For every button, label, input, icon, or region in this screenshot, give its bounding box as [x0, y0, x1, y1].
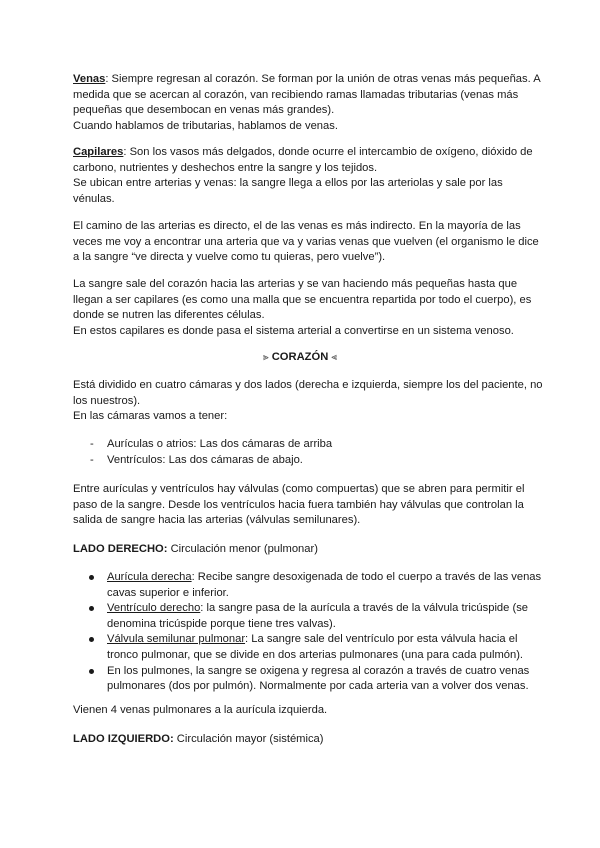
venas-section	[73, 72, 543, 134]
capilares-paragraph	[73, 145, 543, 176]
capilares-section	[73, 145, 543, 207]
capilares-term: Capilares	[73, 146, 124, 158]
list-item-text: : La sangre sale del ventrículo por esta válvula hacia el tronco pulmonar, que se divide en dos arterias pulmonares (una para cada pulmón).	[107, 633, 524, 661]
sangre-sale-section	[73, 277, 543, 339]
list-item-text: : Recibe sangre desoxigenada de todo el cuerpo a través de las venas cavas superior e inferior.	[107, 571, 542, 599]
left-arrow-icon: ⫷	[331, 352, 338, 363]
list-item-text: En los pulmones, la sangre se oxigena y regresa al corazón a través de cuatro venas pulmonares (dos por pulmón). Normalmente por cada arteria van a volver dos venas.	[107, 664, 530, 693]
list-item	[73, 632, 543, 663]
sangre-sale-line2: En estos capilares es donde pasa el sistema arterial a convertirse en un sistema venoso.	[73, 324, 514, 337]
bullet-icon	[89, 637, 94, 642]
lado-derecho-heading	[73, 542, 543, 558]
lado-izquierdo-heading	[73, 732, 543, 748]
list-item	[73, 570, 543, 601]
corazon-heading	[0, 350, 600, 366]
lado-derecho-desc: Circulación menor (pulmonar)	[167, 543, 318, 555]
list-item: - Ventrículos: Las dos cámaras de abajo.	[73, 453, 543, 469]
list-item-term: Válvula semilunar pulmonar	[107, 633, 246, 646]
list-item-text: : la sangre pasa de la aurícula a través de la válvula tricúspide (se denomina tricúspide porque tiene tres valvas).	[107, 602, 529, 630]
bullet-icon	[89, 606, 94, 611]
corazon-title: CORAZÓN	[271, 351, 329, 363]
camino-paragraph: El camino de las arterias es directo, el de las venas es más indirecto. En la mayoría de las veces me voy a encontrar una arteria que va y varias venas que vuelven (el organismo le dice a la sangre “ve directa y vuelve como tu quieras, pero vuelve”).	[73, 220, 539, 264]
venas-line2: Cuando hablamos de tributarias, hablamos de venas.	[73, 119, 338, 132]
lado-izquierdo-label: LADO IZQUIERDO:	[73, 733, 174, 745]
right-arrow-icon: ⫸	[262, 352, 269, 363]
corazon-intro	[73, 378, 543, 425]
venas-paragraph	[73, 72, 543, 119]
bullet-icon	[89, 669, 94, 674]
capilares-line2: Se ubican entre arterias y venas: la sangre llega a ellos por las arteriolas y sale por las vénulas.	[73, 177, 503, 205]
venas-term: Venas	[73, 73, 106, 85]
list-item-term: Aurícula derecha	[107, 571, 192, 583]
lado-izquierdo-desc: Circulación mayor (sistémica)	[173, 733, 324, 745]
camino-section	[73, 219, 543, 266]
bullet-icon	[89, 575, 94, 580]
corazon-intro-paragraph: Está dividido en cuatro cámaras y dos lados (derecha e izquierda, siempre los del paciente, no los nuestros).	[73, 379, 543, 407]
valvulas-paragraph: Entre aurículas y ventrículos hay válvulas (como compuertas) que se abren para permitir el paso de la sangre. Desde los ventrículos hacia fuera también hay válvulas que controlan la salida de sangre hacia las arterias (válvulas semilunares).	[73, 483, 525, 527]
camaras-list	[73, 437, 543, 468]
capilares-text: : Son los vasos más delgados, donde ocurre el intercambio de oxígeno, dióxido de carbono, nutrientes y deshechos entre la sangre y los tejidos.	[73, 146, 533, 174]
derecho-list	[73, 570, 543, 695]
vienen-section	[73, 703, 543, 719]
list-item	[73, 664, 543, 695]
list-item	[73, 601, 543, 632]
list-item-term: Ventrículo derecho	[107, 602, 201, 615]
list-item: - Aurículas o atrios: Las dos cámaras de arriba	[73, 437, 543, 453]
venas-text: : Siempre regresan al corazón. Se forman por la unión de otras venas más pequeñas. A medida que se acercan al corazón, van recibiendo ramas llamadas tributarias (venas más pequeñas que desembocan en venas más grandes).	[73, 73, 541, 117]
sangre-sale-paragraph: La sangre sale del corazón hacia las arterias y se van haciendo más pequeñas hasta que llegan a ser capilares (es como una malla que se encuentra repartida por todo el cuerpo), es donde se nutren las diferentes células.	[73, 278, 532, 322]
vienen-paragraph: Vienen 4 venas pulmonares a la aurícula izquierda.	[73, 704, 328, 716]
lado-derecho-label: LADO DERECHO:	[73, 543, 168, 555]
corazon-intro-line2: En las cámaras vamos a tener:	[73, 410, 228, 423]
valvulas-section	[73, 482, 543, 529]
